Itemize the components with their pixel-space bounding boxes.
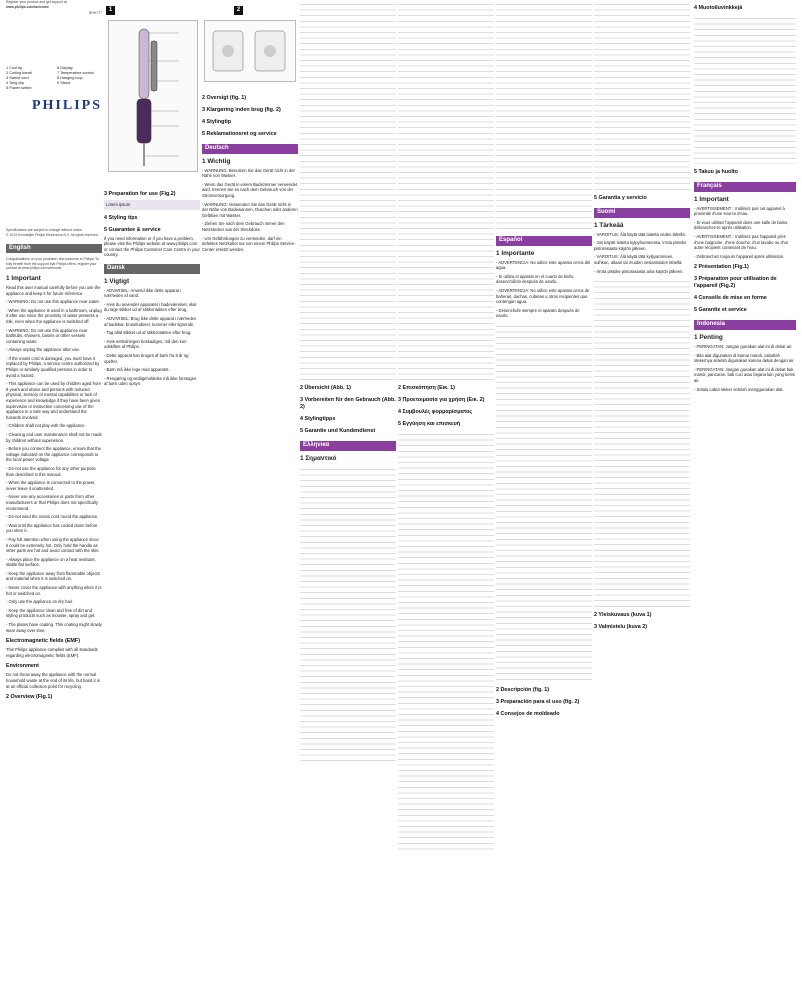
warning-item: - ADVERTENCIA: No utilice este aparato cerca del agua. [496,259,591,271]
warning-item: - Do not wind the mains cord round the appliance. [6,514,99,520]
english-important-heading: 1 Important [6,274,41,282]
english-env-text: Do not throw away the appliance with the normal household waste at the end of its life, but hand it in at an official collection point for recycling. [6,672,101,689]
section-header-greek: Ελληνικα [300,441,396,451]
warning-item: - Irrota pistoke pistorasiasta aina käytön jälkeen. [594,268,684,274]
english-emf-text: This Philips appliance complies with all standards regarding electromagnetic fields (EMF). [6,647,98,658]
warning-item: - Si utiliza el aparato en el cuarto de baño, desenchúfelo después de usarlo. [496,273,575,285]
greek-body-text-end [398,430,494,850]
warning-item: - This appliance can be used by children aged from 8 years and above and persons with reduced physical, sensory or mental capabilities or lack of experience and knowledge if they have been given supervision or instruction concerning use of the appliance in a safe way and understand the hazards involved. [6,381,101,420]
english-emf-heading: Electromagnetic fields (EMF) [6,638,80,645]
warning-item: - VAROITUS: Älä käytä tätä laitetta veden lähellä. [594,231,686,237]
english-prep-note: Lorem ipsum [104,200,200,210]
suomi-styling-heading: 4 Muotoiluvinkkejä [694,5,743,11]
section-header-dansk: Dansk [104,264,200,274]
warning-item: - If the mains cord is damaged, you must have it replaced by Philips, a service centre authorized by Philips or similarly qualified persons in order to avoid a hazard. [6,355,100,378]
curling-tong-illustration [109,21,197,171]
warning-item: - Children shall not play with the appliance. [6,423,86,429]
indonesia-warning-list [694,344,796,392]
greek-important-heading: 1 Σημαντικό [300,454,337,462]
greek-preparation-heading: 3 Προετοιμασία για χρήση (Εικ. 2) [398,397,485,403]
greek-final-text [496,0,592,230]
warning-item: - Dette apparat kan bruges af børn fra 8 år og opefter. [104,352,189,364]
warning-item: - WARNING: Do not use this appliance near bathtubs, showers, basins or other vessels containing water. [6,327,88,344]
francais-overview-heading: 2 Présentation (Fig.1) [694,264,749,271]
warning-item: - Before you connect the appliance, ensure that the voltage indicated on the appliance corresponds to the local power voltage. [6,446,101,463]
english-warning-list [6,299,102,633]
greek-guarantee-heading: 5 Εγγύηση και επισκευή [398,421,460,427]
copyright: © 2013 Koninklijke Philips Electronics N.V. All rights reserved. [6,232,99,237]
francais-styling-heading: 4 Conseils de mise en forme [694,295,767,302]
warning-item: - Cleaning and user maintenance shall not be made by children without supervision. [6,432,102,443]
warning-item: - ADVARSEL: Brug ikke dette apparat i nærheden af badekar, brusekabiner, kummer eller lignende. [104,315,197,327]
part-item: 1 Cool-tip [6,65,23,70]
footer-note: Specifications are subject to change without notice [6,228,82,233]
part-item: 5 Power switch [6,85,32,90]
dansk-overview-heading: 2 Oversigt (fig. 1) [202,95,247,101]
francais-preparation-heading: 3 Préparation pour utilisation de l'appareil (Fig.2) [694,276,777,290]
part-item: 2 Curling barrel [6,70,32,75]
dansk-warning-list [104,288,200,387]
warning-item: - Hvis netledningen beskadiges, må den kun udskiftes af Philips. [104,338,187,350]
warning-item: - Rengøring og vedligeholdelse må ikke foretages af børn uden opsyn. [104,375,197,387]
warning-item: - Børn må ikke lege med apparatet. [104,367,170,373]
greek-overview-heading: 2 Επισκόπηση (Εικ. 1) [398,385,455,391]
warning-item: - The plates have coating. This coating might slowly wear away over time. [6,622,102,633]
francais-guarantee-heading: 5 Garantie et service [694,307,747,314]
warning-item: - WARNUNG: Verwenden Sie das Gerät nicht in der Nähe von Badewannen, Duschen oder anderen Gefäßen mit Wasser. [202,201,298,218]
warning-item: - AVERTISSEMENT : n'utilisez pas l'appareil près d'une baignoire, d'une douche, d'un lavabo ou d'un autre récipient contenant de l'eau. [694,233,789,251]
warning-item: - Pay full attention when using the appliance since it could be extremely hot. Only hold the handle as other parts are hot and avoid contact with the skin. [6,536,100,554]
suomi-preparation-heading: 3 Valmistelu (kuva 2) [594,624,648,631]
part-item: 7 Temperature control [57,70,94,75]
english-env-heading: Environment [6,663,39,670]
english-important-text: Read this user manual carefully before you use the appliance and keep it for future reference. [6,284,101,296]
column-5 [398,0,494,1003]
deutsch-preparation-heading: 3 Vorbereiten für den Gebrauch (Abb. 2) [300,397,396,410]
dansk-important-heading: 1 Vigtigt [104,277,130,285]
deutsch-body-text [300,0,396,380]
espanol-final-text [594,0,690,190]
section-header-suomi: Suomi [594,208,690,218]
english-guarantee-text: If you need information or if you have a problem, please visit the Philips website at www.philips.com or contact the Philips Customer Care Centre in your country. [104,235,200,258]
warning-item: - When the appliance is connected to the power, never leave it unattended. [6,480,96,491]
english-guarantee-heading: 5 Guarantee & service [104,226,161,233]
warning-item: - Débranchez toujours l'appareil après utilisation. [694,253,785,259]
column-8 [694,0,796,1003]
francais-important-heading: 1 Important [694,195,729,203]
part-item: 9 Stand [57,80,71,85]
warning-item: - WARNING: Do not use this appliance near water. [6,299,100,305]
indonesia-important-heading: 1 Penting [694,333,723,341]
section-header-english: English [6,244,102,254]
part-item: 3 Swivel cord [6,75,29,80]
warning-item: - PERINGATAN: Jangan gunakan alat ini di dekat air. [694,343,793,349]
figure-2-label: 2 [234,6,243,15]
preparation-illustration [205,21,295,81]
english-styling-heading: 4 Styling tips [104,214,138,221]
warning-item: - Si vous utilisez l'appareil dans une salle de bains, débranchez-le après utilisation. [694,219,789,231]
warning-item: - PERINGATAN: Jangan gunakan alat ini di dekat bak mandi, pancuran, bak cuci atau bejana lain yang berisi air. [694,366,796,383]
deutsch-guarantee-heading: 5 Garantie und Kundendienst [300,428,376,434]
suomi-important-heading: 1 Tärkeää [594,221,624,229]
register-line: Register your product and get support at [6,0,67,4]
product-diagram [108,20,198,172]
warning-item: - Desenchufe siempre el aparato después de usarlo. [496,307,580,319]
english-overview-heading: 2 Overview (Fig.1) [6,694,53,701]
warning-item: - Wait until the appliance has cooled down before you store it. [6,522,98,534]
column-2 [104,0,200,1003]
warning-item: - Never cover the appliance with anything when it is hot or switched on. [6,585,102,596]
warning-item: - When the appliance is used in a bathroom, unplug it after use since the proximity of water presents a risk, even when the appliance is switched off. [6,307,102,324]
suomi-warning-list [594,232,690,275]
warning-item: - Never use any accessories or parts from other manufacturers or that Philips does not specifically recommend. [6,494,98,511]
warning-item: - Bila alat digunakan di kamar mandi, cabutlah stekernya setelah digunakan karena dekat dengan air. [694,352,795,364]
espanol-important-heading: 1 Importante [496,249,535,257]
deutsch-overview-heading: 2 Übersicht (Abb. 1) [300,385,351,391]
espanol-body-text [496,322,592,682]
section-header-espanol: Español [496,236,592,246]
warning-item: - Hvis du anvender apparatet i badeværelset, skal du tage stikket ud af stikkontakten efter brug. [104,301,197,313]
warning-item: - Always place the appliance on a heat resistant, stable flat surface. [6,556,96,568]
dansk-preparation-heading: 3 Klargøring inden brug (fig. 2) [202,107,281,113]
espanol-warning-list [496,260,592,319]
model-number: BHH777 [89,11,102,16]
column-3 [202,0,298,1003]
warning-item: - VAROITUS: Älä käytä tätä kylpyammeen, suihkun, altaan tai muiden vesiastioiden lähellä. [594,254,683,265]
parts-list [6,66,102,91]
warning-item: - Tag altid stikket ud af stikkontakten efter brug. [104,330,192,336]
section-header-indonesia: Indonesia [694,320,796,330]
suomi-body-text [594,277,690,607]
deutsch-warning-list [202,168,298,253]
warning-item: - WARNUNG: Benutzen Sie das Gerät nicht in der Nähe von Wasser. [202,167,295,179]
greek-body-text [300,465,396,765]
francais-warning-list [694,206,796,260]
warning-item: - Selalu cabut steker setelah menggunakan alat. [694,386,784,392]
column-4 [300,0,396,1003]
warning-item: - Only use the appliance on dry hair. [6,599,74,605]
espanol-preparation-heading: 3 Preparación para el uso (fig. 2) [496,698,580,705]
dansk-styling-heading: 4 Stylingtip [202,119,232,125]
register-url[interactable]: www.philips.com/welcome [6,4,49,9]
warning-item: - ADVARSEL: Anvend ikke dette apparat i nærheden af vand. [104,287,182,299]
part-item: 8 Hanging loop [57,75,83,80]
espanol-overview-heading: 2 Descripción (fig. 1) [496,686,550,693]
warning-item: - Um Gefährdungen zu vermeiden, darf ein defektes Netzkabel nur von einem Philips Service-Center ersetzt werden. [202,235,296,252]
greek-styling-heading: 4 Συμβουλές φορμαρίσματος [398,409,473,415]
warning-item: - Jos käytät laitetta kylpyhuoneessa, irrota pistoke pistorasiasta käytön jälkeen. [594,240,687,251]
dansk-guarantee-heading: 5 Reklamationsret og service [202,131,277,137]
deutsch-styling-heading: 4 Stylingtipps [300,416,336,422]
column-1 [6,0,102,1003]
espanol-styling-heading: 4 Consejos de moldeado [496,710,560,717]
preparation-diagram [204,20,296,82]
philips-logo: PHILIPS [31,97,102,113]
column-6 [496,0,592,1003]
figure-1-label: 1 [106,6,115,15]
warning-item: - Wenn das Gerät in einem Badezimmer verwendet wird, trennen Sie es nach dem Gebrauch von der Stromversorgung. [202,181,298,198]
part-item: 6 Display [57,65,73,70]
warning-item: - Do not use the appliance for any other purpose than described in this manual. [6,465,96,477]
english-preparation-heading: 3 Preparation for use (Fig.2) [104,191,176,197]
warning-item: - ADVERTENCIA: No utilice este aparato cerca de bañeras, duchas, cubetas u otros recipientes que contengan agua. [496,287,590,305]
section-header-deutsch: Deutsch [202,144,298,154]
part-item: 4 Tong clip [6,80,25,85]
warning-item: - Keep the appliance clean and free of dirt and styling products such as mousse, spray and gel. [6,607,96,619]
suomi-overview-heading: 2 Yleiskuvaus (kuva 1) [594,612,652,619]
suomi-guarantee-heading: 5 Takuu ja huolto [694,169,738,175]
warning-item: - Always unplug the appliance after use. [6,347,81,353]
warning-item: - Keep the appliance away from flammable objects and material when it is switched on. [6,570,100,582]
warning-item: - AVERTISSEMENT : n'utilisez pas cet appareil à proximité d'une source d'eau. [694,205,785,217]
english-intro: Congratulations on your purchase, and welcome to Philips! To fully benefit from the support that Philips offers, register your product at www.philips.com/welcome. [6,257,99,271]
warning-item: - Ziehen Sie nach dem Gebrauch immer den Netzstecker aus der Steckdose. [202,221,285,232]
espanol-guarantee-heading: 5 Garantía y servicio [594,195,647,201]
deutsch-important-heading: 1 Wichtig [202,157,231,165]
suomi-styling-text [694,14,796,164]
column-7 [594,0,690,1003]
section-header-francais: Français [694,182,796,192]
greek-body-text-cont [398,0,494,380]
